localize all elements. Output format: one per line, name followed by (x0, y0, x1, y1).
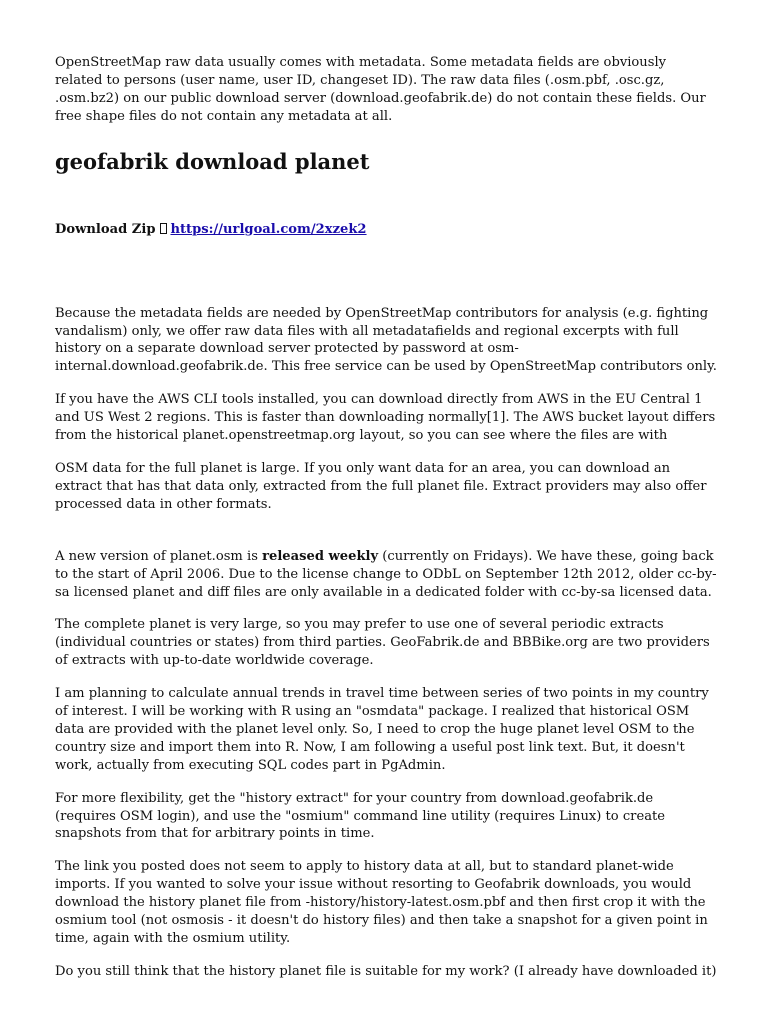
download-line (55, 221, 717, 239)
intro-paragraph: OpenStreetMap raw data usually comes with metadata. Some metadata fields are obviously related to persons (user name, user ID, changeset ID). The raw data files (.osm.pbf, .osc.gz, .osm.bz2) on our public download server (download.geofabrik.de) do not contain these fields. Our free shape files do not contain any metadata at all. (55, 55, 706, 124)
weekly-release-text-before: A new version of planet.osm is (55, 548, 263, 564)
weekly-release-text-after: (currently on Fridays). We have these, going back to the start of April 2006. Due to the license change to ODbL on September 12th 2012, older cc-by-sa licensed planet and diff files are only available in a dedicated folder with cc-by-sa licensed data. (55, 548, 717, 600)
download-link[interactable]: https://urlgoal.com/2xzek2 (170, 221, 367, 237)
download-label: Download Zip (55, 221, 156, 237)
paragraph-aws-cli: If you have the AWS CLI tools installed, you can download directly from AWS in the EU Central 1 and US West 2 regions. This is faster than downloading normally[1]. The AWS bucket layout differs from the historical planet.openstreetmap.org layout, so you can see where the files are with (55, 392, 716, 444)
paragraph-history-planet: The link you posted does not seem to apply to history data at all, but to standard planet-wide imports. If you wanted to solve your issue without resorting to Geofabrik downloads, you would download the history planet file from -history/history-latest.osm.pbf and then first crop it with the osmium tool (not osmosis - it doesn't do history files) and then take a snapshot for a given point in time, again with the osmium utility. (55, 859, 708, 946)
weekly-release-bold: released weekly (262, 548, 379, 564)
box-icon (160, 223, 167, 234)
paragraph-travel-time-question: I am planning to calculate annual trends in travel time between series of two points in my country of interest. I will be working with R using an "osmdata" package. I realized that historical OSM data are provided with the planet level only. So, I need to crop the huge planet level OSM to the country size and import them into R. Now, I am following a useful post link text. But, it doesn't work, actually from executing SQL codes part in PgAdmin. (55, 686, 709, 773)
paragraph-follow-up-question: Do you still think that the history planet file is suitable for my work? (I already have downloaded it) (55, 963, 717, 979)
paragraph-metadata-fields: Because the metadata fields are needed by OpenStreetMap contributors for analysis (e.g. fighting vandalism) only, we offer raw data files with all metadatafields and regional excerpts with full history on a separate download server protected by password at osm-internal.download.geofabrik.de. This free service can be used by OpenStreetMap contributors only. (55, 305, 717, 375)
paragraph-history-extract: For more flexibility, get the "history extract" for your country from download.geofabrik.de (requires OSM login), and use the "osmium" command line utility (requires Linux) to create snapshots from that for arbitrary points in time. (55, 790, 666, 842)
paragraph-osm-data-size: OSM data for the full planet is large. If you only want data for an area, you can download an extract that has that data only, extracted from the full planet file. Extract providers may also offer processed data in other formats. (55, 460, 707, 512)
document-page (55, 54, 717, 981)
paragraph-periodic-extracts: The complete planet is very large, so you may prefer to use one of several periodic extracts (individual countries or states) from third parties. GeoFabrik.de and BBBike.org are two providers of extracts with up-to-date worldwide coverage. (55, 617, 710, 669)
page-title: geofabrik download planet (55, 148, 370, 174)
paragraph-weekly-release (55, 548, 717, 602)
